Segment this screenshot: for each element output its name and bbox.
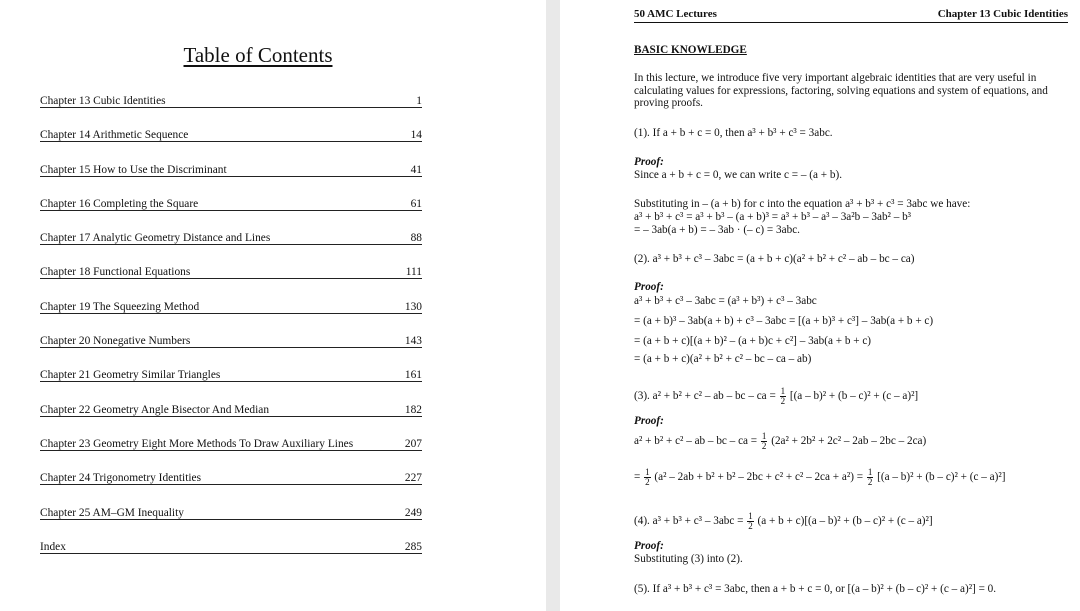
toc-entry[interactable]: Chapter 21 Geometry Similar Triangles 161: [40, 369, 422, 382]
proof-4-line-1: Substituting (3) into (2).: [634, 553, 743, 565]
toc-entry[interactable]: Chapter 19 The Squeezing Method 130: [40, 300, 422, 313]
fraction-one-half: $\frac{1}{2}$: [780, 386, 786, 406]
identity-3: (3). a² + b² + c² – ab – bc – ca = $\frac{1}{2}$ [(a – b)² + (b – c)² + (c – a)²]: [634, 386, 919, 406]
chapter-title: Chapter 13 Cubic Identities: [937, 8, 1068, 20]
toc-entry[interactable]: Chapter 23 Geometry Eight More Methods To Draw Auxiliary Lines 207: [40, 437, 422, 450]
toc-entry[interactable]: Chapter 18 Functional Equations 111: [40, 266, 422, 279]
lecture-page: [560, 0, 1080, 611]
proof-1-line-3: a³ + b³ + c³ = a³ + b³ – (a + b)³ = a³ + b³ – a³ – 3a²b – 3ab² – b³: [634, 211, 912, 223]
section-title: BASIC KNOWLEDGE: [634, 44, 747, 56]
fraction-one-half: $\frac{1}{2}$: [748, 511, 753, 531]
toc-entry[interactable]: Chapter 20 Nonegative Numbers 143: [40, 335, 422, 348]
intro-paragraph: In this lecture, we introduce five very important algebraic identities that are very useful in calculating values for expressions, factoring, solving equations and system of equations, and proving proofs.: [634, 72, 1048, 110]
proof-2-line-3: = (a + b + c)[(a + b)² – (a + b)c + c²] – 3ab(a + b + c): [634, 335, 872, 347]
proof-label: Proof:: [634, 281, 664, 293]
toc-entry[interactable]: Chapter 14 Arithmetic Sequence 14: [40, 129, 422, 142]
toc-entry[interactable]: Chapter 25 AM–GM Inequality 249: [40, 506, 422, 519]
proof-label: Proof:: [634, 540, 664, 552]
toc-entry[interactable]: Chapter 15 How to Use the Discriminant 41: [40, 163, 422, 176]
proof-label: Proof:: [634, 415, 664, 427]
proof-2-line-1: a³ + b³ + c³ – 3abc = (a³ + b³) + c³ – 3abc: [634, 295, 817, 307]
toc-entry[interactable]: Chapter 16 Completing the Square 61: [40, 197, 422, 210]
proof-1-line-1: Since a + b + c = 0, we can write c = – (a + b).: [634, 169, 842, 181]
toc-entry[interactable]: Chapter 22 Geometry Angle Bisector And Median 182: [40, 403, 422, 416]
proof-3-line-1: a² + b² + c² – ab – bc – ca = $\frac{1}{2}$ (2a² + 2b² + 2c² – 2ab – 2bc – 2ca): [634, 431, 927, 451]
toc-entry[interactable]: Index 285: [40, 540, 422, 553]
proof-3-line-2: = $\frac{1}{2}$ (a² – 2ab + b² + b² – 2bc + c² + c² – 2ca + a²) = $\frac{1}{2}$ [(a – b)² + (b – c)² + (c – a)²]: [634, 467, 1006, 487]
toc-title: Table of Contents: [183, 43, 333, 67]
toc-entry[interactable]: Chapter 13 Cubic Identities 1: [40, 95, 422, 107]
identity-4: (4). a³ + b³ + c³ – 3abc = $\frac{1}{2}$ (a + b + c)[(a – b)² + (b – c)² + (c – a)²]: [634, 511, 933, 531]
fraction-one-half: $\frac{1}{2}$: [867, 467, 873, 487]
running-header: [634, 7, 1068, 23]
identity-5: (5). If a³ + b³ + c³ = 3abc, then a + b + c = 0, or [(a – b)² + (b – c)² + (c – a)²] = 0.: [634, 583, 997, 595]
proof-1-line-4: = – 3ab(a + b) = – 3ab · (– c) = 3abc.: [634, 224, 800, 236]
identity-2: (2). a³ + b³ + c³ – 3abc = (a + b + c)(a² + b² + c² – ab – bc – ca): [634, 253, 915, 265]
proof-1-line-2: Substituting in – (a + b) for c into the equation a³ + b³ + c³ = 3abc we have:: [634, 198, 971, 210]
identity-1: (1). If a + b + c = 0, then a³ + b³ + c³ = 3abc.: [634, 127, 833, 139]
toc-list: [40, 94, 422, 574]
toc-entry[interactable]: Chapter 17 Analytic Geometry Distance and Lines 88: [40, 232, 422, 245]
toc-entry[interactable]: Chapter 24 Trigonometry Identities 227: [40, 472, 422, 485]
book-title: 50 AMC Lectures: [634, 8, 717, 20]
proof-2-line-4: = (a + b + c)(a² + b² + c² – bc – ca – ab): [634, 353, 812, 365]
proof-label: Proof:: [634, 156, 664, 168]
fraction-one-half: $\frac{1}{2}$: [761, 431, 767, 451]
proof-2-line-2: = (a + b)³ – 3ab(a + b) + c³ – 3abc = [(a + b)³ + c³] – 3ab(a + b + c): [634, 315, 934, 327]
fraction-one-half: $\frac{1}{2}$: [645, 467, 650, 487]
